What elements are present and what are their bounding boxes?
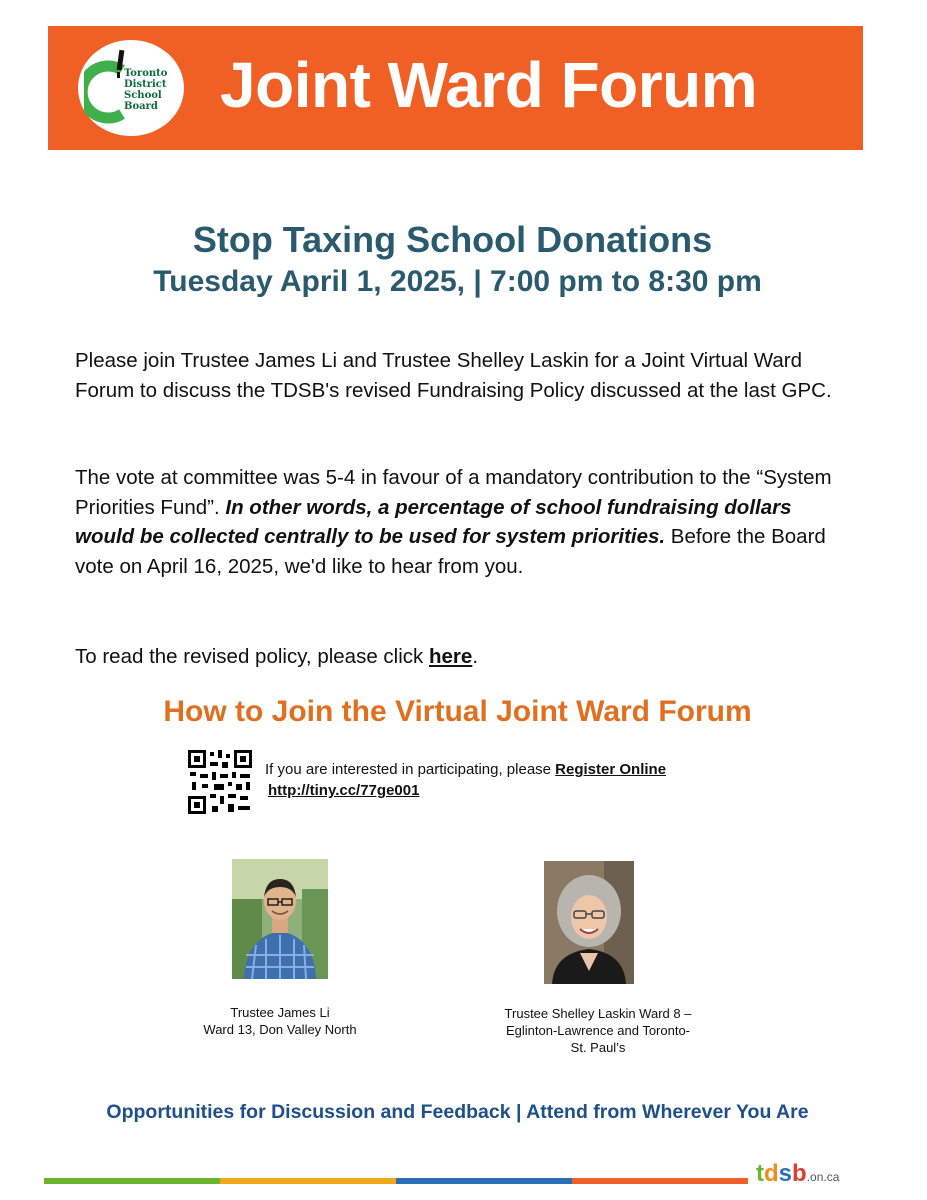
policy-here-link[interactable]: here [429, 645, 473, 668]
policy-paragraph [75, 642, 855, 672]
caption-line: Ward 13, Don Valley North [203, 1022, 357, 1037]
logo-letter-d: d [764, 1160, 779, 1187]
vote-paragraph [75, 463, 855, 581]
trustee-photo-shelley-laskin [544, 861, 634, 984]
caption-line: St. Paul’s [570, 1040, 626, 1055]
logo-letter-t: t [756, 1160, 764, 1187]
caption-line: Trustee Shelley Laskin Ward 8 – [504, 1006, 692, 1021]
logo-text: Toronto District School Board [124, 68, 168, 112]
qr-code-icon[interactable] [188, 750, 252, 814]
how-to-join-heading: How to Join the Virtual Joint Ward Forum [163, 695, 752, 728]
footer-bar-blue [396, 1178, 572, 1184]
caption-shelley-laskin [488, 1005, 708, 1056]
footer-bar-green [44, 1178, 220, 1184]
vote-text-end: Before the Board vote on April 16, 2025, we'd like to hear from you. [75, 525, 826, 578]
vote-emphasis: In other words, a percentage of school fundraising dollars would be collected centrally to be used for system priorities. [75, 495, 792, 548]
logo-domain: .on.ca [806, 1170, 840, 1184]
event-title: Stop Taxing School Donations [192, 219, 713, 260]
register-online-link[interactable]: Register Online [555, 761, 667, 778]
caption-line: Eglinton-Lawrence and Toronto- [505, 1023, 691, 1038]
footer-tagline: Opportunities for Discussion and Feedback | Attend from Wherever You Are [106, 1101, 809, 1123]
tdsb-website-logo[interactable] [756, 1160, 839, 1188]
vote-text-start: The vote at committee was 5-4 in favour of a mandatory contribution to the “System Priorities Fund”. [75, 466, 832, 519]
trustee-photo-james-li [232, 859, 328, 979]
register-url-link[interactable]: http://tiny.cc/77ge001 [268, 782, 420, 799]
caption-line: Trustee James Li [230, 1005, 330, 1020]
tdsb-logo [78, 40, 184, 136]
event-datetime: Tuesday April 1, 2025, | 7:00 pm to 8:30 pm [153, 265, 762, 298]
register-text: If you are interested in participating, please [265, 761, 556, 778]
policy-text: To read the revised policy, please click [75, 645, 429, 668]
intro-paragraph: Please join Trustee James Li and Trustee Shelley Laskin for a Joint Virtual Ward Forum to discuss the TDSB's revised Fundraising Policy discussed at the last GPC. [75, 349, 832, 402]
caption-james-li [180, 1004, 380, 1038]
header-banner [48, 26, 863, 150]
register-line [265, 758, 666, 782]
logo-letter-s: s [778, 1160, 793, 1187]
footer-bar-yellow [220, 1178, 396, 1184]
policy-period: . [472, 645, 479, 668]
logo-letter-b: b [792, 1160, 807, 1187]
banner-title: Joint Ward Forum [220, 49, 758, 121]
footer-bar-orange [572, 1178, 748, 1184]
